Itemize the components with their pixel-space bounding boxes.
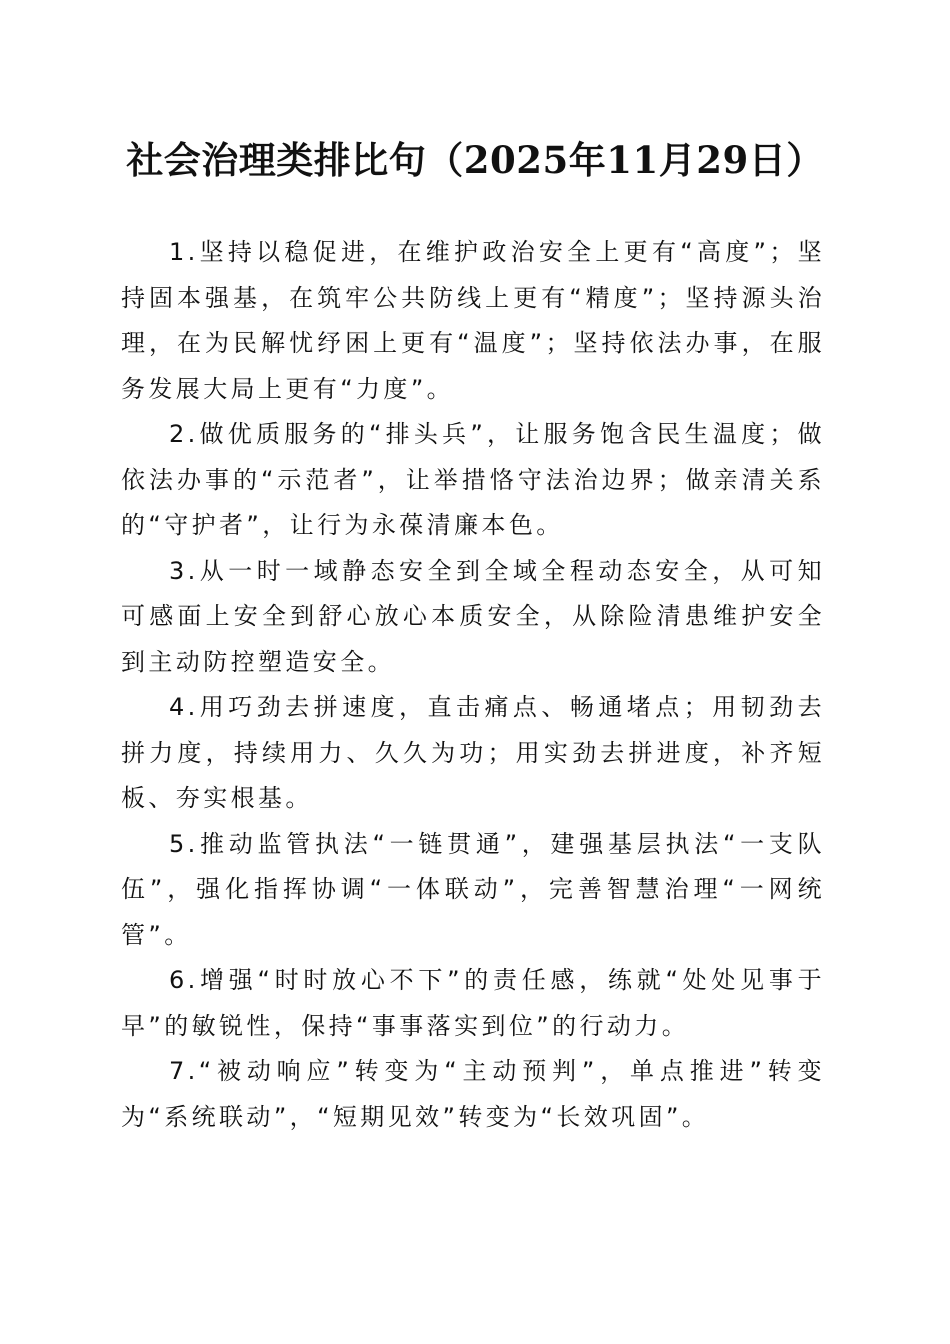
paragraph-4: 4.用巧劲去拼速度，直击痛点、畅通堵点；用韧劲去拼力度，持续用力、久久为功；用实劲去拼进度，补齐短板、夯实根基。 — [121, 693, 825, 812]
document-body — [121, 230, 825, 1140]
paragraph-2: 2.做优质服务的“排头兵”，让服务饱含民生温度；做依法办事的“示范者”，让举措恪守法治边界；做亲清关系的“守护者”，让行为永葆清廉本色。 — [121, 420, 825, 539]
paragraph-5: 5.推动监管执法“一链贯通”，建强基层执法“一支队伍”，强化指挥协调“一体联动”，完善智慧治理“一网统管”。 — [121, 829, 825, 949]
paragraph-1: 1.坚持以稳促进，在维护政治安全上更有“高度”；坚持固本强基，在筑牢公共防线上更有“精度”；坚持源头治理，在为民解忧纾困上更有“温度”；坚持依法办事，在服务发展大局上更有“力度”。 — [121, 238, 825, 403]
document-title: 社会治理类排比句（2025年11月29日） — [126, 138, 824, 182]
paragraph-3: 3.从一时一域静态安全到全域全程动态安全，从可知可感面上安全到舒心放心本质安全，从除险清患维护安全到主动防控塑造安全。 — [121, 556, 825, 676]
paragraph-7: 7.“被动响应”转变为“主动预判”，单点推进”转变为“系统联动”，“短期见效”转变为“长效巩固”。 — [121, 1057, 825, 1131]
paragraph-6: 6.增强“时时放心不下”的责任感，练就“处处见事于早”的敏锐性，保持“事事落实到位”的行动力。 — [121, 966, 825, 1040]
